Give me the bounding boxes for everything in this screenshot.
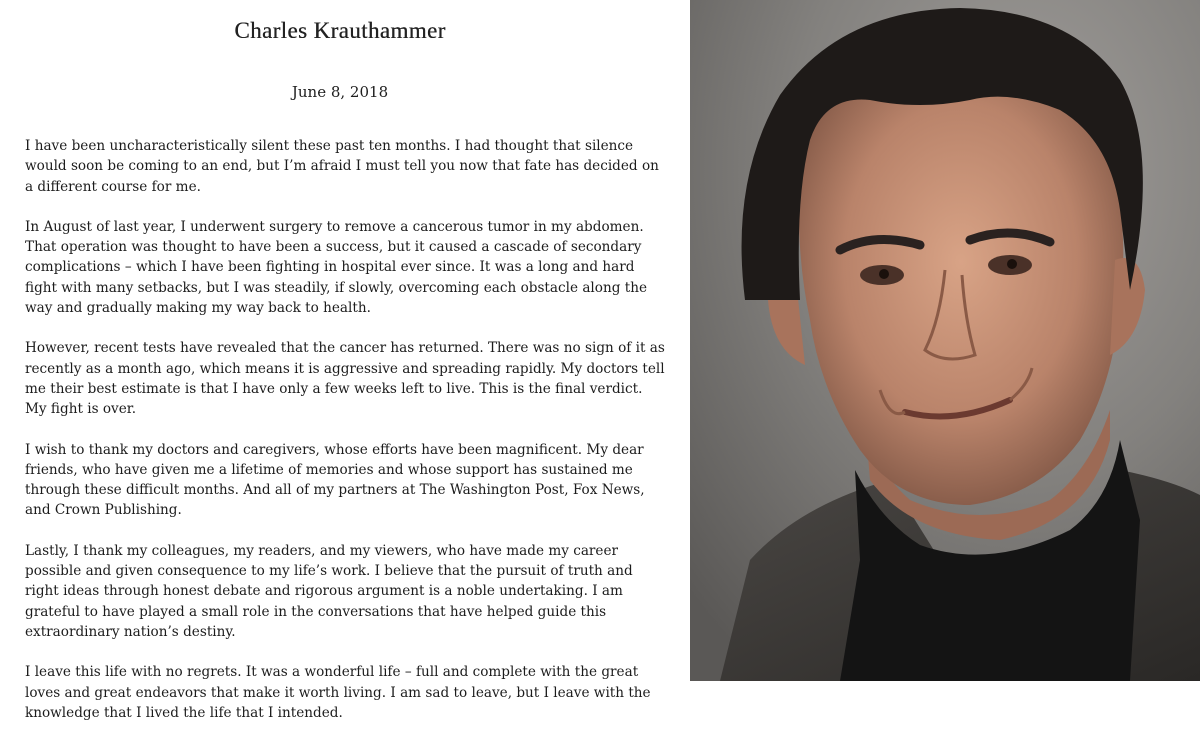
letter-paragraph: Lastly, I thank my colleagues, my readers, and my viewers, who have made my career possible and given consequence to my life’s work. I believe that the pursuit of truth and right ideas through honest debate and rigorous argument is a noble undertaking. I am grateful to have played a small role in the conversations that have helped guide this extraordinary nation’s destiny. — [25, 542, 633, 640]
letter-paragraph: In August of last year, I underwent surgery to remove a cancerous tumor in my abdomen. That operation was thought to have been a success, but it caused a cascade of secondary complications – which I have been fighting in hospital ever since. It was a long and hard fight with many setbacks, but I was steadily, if slowly, overcoming each obstacle along the way and gradually making my way back to health. — [25, 218, 648, 317]
portrait-photo — [690, 0, 1200, 681]
letter-paragraph: I leave this life with no regrets. It was a wonderful life – full and complete with the great loves and great endeavors that make it worth living. I am sad to leave, but I leave with the knowledge that I lived the life that I intended. — [25, 664, 651, 721]
letter-date: June 8, 2018 — [291, 83, 389, 101]
letter-paragraph: I wish to thank my doctors and caregivers, whose efforts have been magnificent. My dear friends, who have given me a lifetime of memories and whose support has sustained me through these difficult months. And all of my partners at The Washington Post, Fox News, and Crown Publishing. — [25, 441, 645, 519]
letter-body — [25, 136, 665, 743]
letter-paragraph: However, recent tests have revealed that the cancer has returned. There was no sign of it as recently as a month ago, which means it is aggressive and spreading rapidly. My doctors tell me their best estimate is that I have only a few weeks left to live. This is the final verdict. My fight is over. — [25, 340, 665, 418]
portrait-illustration — [690, 0, 1200, 681]
letter-paragraph: I have been uncharacteristically silent these past ten months. I had thought that silence would soon be coming to an end, but I’m afraid I must tell you now that fate has decided on a different course for me. — [25, 138, 659, 195]
letter-author-name: Charles Krauthammer — [234, 18, 446, 43]
